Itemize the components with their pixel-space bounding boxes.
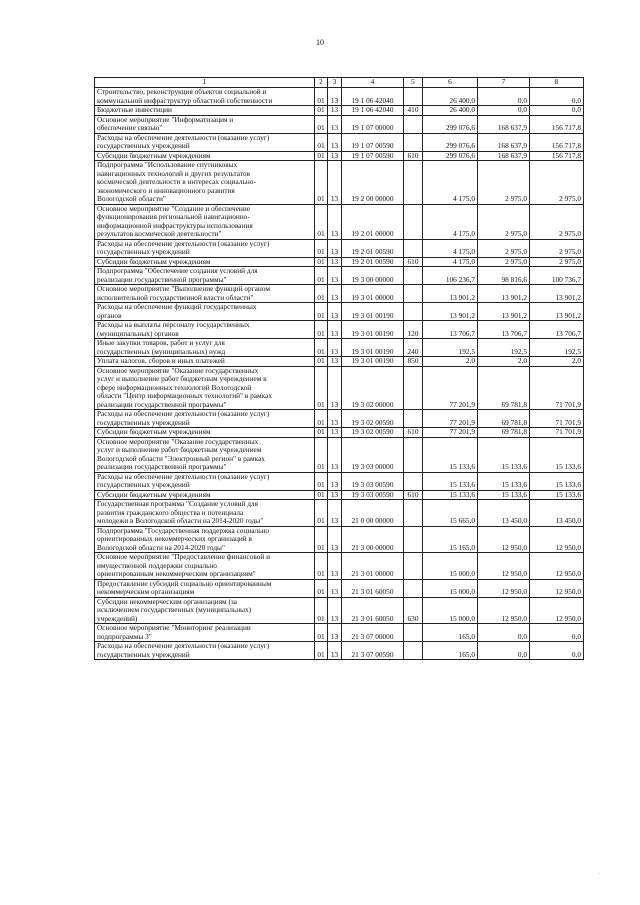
row-target-code: 19 3 01 00190 (342, 339, 404, 357)
row-amount-year3: 15 133,6 (530, 490, 584, 500)
table-row (95, 204, 584, 239)
row-expense-type (404, 553, 423, 580)
row-subsection-code: 13 (328, 106, 342, 116)
row-amount-year3: 0,0 (530, 624, 584, 642)
table-row (95, 366, 584, 410)
row-target-code: 19 1 07 00590 (342, 151, 404, 161)
row-section-code: 01 (315, 428, 328, 438)
row-amount-year3: 13 901,2 (530, 303, 584, 321)
header-cell-2: 2 (315, 78, 328, 88)
row-expense-type (404, 115, 423, 133)
table-header-row (95, 78, 584, 88)
row-target-code: 21 3 00 00000 (342, 526, 404, 553)
row-amount-year2: 13 901,2 (478, 303, 530, 321)
row-description: Основное мероприятие "Мониторинг реализации подпрограммы 3" (95, 624, 315, 642)
row-amount-year2: 2 975,0 (478, 161, 530, 205)
row-expense-type (404, 437, 423, 472)
row-amount-year3: 192,5 (530, 339, 584, 357)
table-row (95, 526, 584, 553)
row-target-code: 19 1 06 42040 (342, 88, 404, 106)
row-subsection-code: 13 (328, 133, 342, 151)
row-amount-year1: 15 000,0 (423, 579, 478, 597)
row-expense-type (404, 526, 423, 553)
row-subsection-code: 13 (328, 161, 342, 205)
row-subsection-code: 13 (328, 357, 342, 367)
table-row (95, 500, 584, 527)
header-cell-6: 6 (423, 78, 478, 88)
row-amount-year2: 15 133,6 (478, 472, 530, 490)
row-target-code: 21 3 01 00000 (342, 553, 404, 580)
row-expense-type: 410 (404, 106, 423, 116)
row-description: Бюджетные инвестиции (95, 106, 315, 116)
row-section-code: 01 (315, 204, 328, 239)
row-amount-year3: 2 975,0 (530, 204, 584, 239)
row-description: Основное мероприятие "Оказание государственных услуг и выполнение работ бюджетным учреждением в сфере информационных технологий Вологодской области "Центр информационных технологий" в рамках реализации государственной программы" (95, 366, 315, 410)
table-row (95, 321, 584, 339)
header-cell-7: 7 (478, 78, 530, 88)
row-amount-year1: 15 000,0 (423, 553, 478, 580)
row-expense-type: 610 (404, 428, 423, 438)
table-row (95, 624, 584, 642)
row-section-code: 01 (315, 285, 328, 303)
table-row (95, 151, 584, 161)
row-description: Основное мероприятие "Информатизация и обеспечение связью" (95, 115, 315, 133)
row-expense-type: 120 (404, 321, 423, 339)
row-expense-type: 610 (404, 490, 423, 500)
row-subsection-code: 13 (328, 428, 342, 438)
row-description: Расходы на обеспечение деятельности (оказание услуг) государственных учреждений (95, 410, 315, 428)
row-section-code: 01 (315, 526, 328, 553)
row-description: Субсидии бюджетным учреждениям (95, 428, 315, 438)
row-amount-year1: 4 175,0 (423, 204, 478, 239)
row-description: Государственная программа "Создание условий для развития гражданского общества и потенциала молодежи в Вологодской области на 2014-2020 годы" (95, 500, 315, 527)
row-section-code: 01 (315, 133, 328, 151)
header-cell-4: 4 (342, 78, 404, 88)
row-target-code: 19 3 03 00000 (342, 437, 404, 472)
row-amount-year2: 69 781,8 (478, 366, 530, 410)
row-amount-year1: 106 236,7 (423, 267, 478, 285)
row-amount-year3: 156 717,8 (530, 151, 584, 161)
row-subsection-code: 13 (328, 366, 342, 410)
row-amount-year3: 2 975,0 (530, 239, 584, 257)
row-description: Расходы на обеспечение функций государственных органов (95, 303, 315, 321)
row-amount-year1: 26 400,0 (423, 88, 478, 106)
row-amount-year3: 0,0 (530, 106, 584, 116)
header-cell-1: 1 (95, 78, 315, 88)
row-amount-year1: 165,0 (423, 624, 478, 642)
row-description: Субсидии бюджетным учреждениям (95, 151, 315, 161)
row-amount-year2: 0,0 (478, 642, 530, 660)
row-section-code: 01 (315, 339, 328, 357)
table-row (95, 115, 584, 133)
row-amount-year1: 299 076,6 (423, 151, 478, 161)
row-expense-type (404, 267, 423, 285)
row-amount-year3: 12 950,0 (530, 526, 584, 553)
table-row (95, 437, 584, 472)
row-description: Расходы на обеспечение деятельности (оказание услуг) государственных учреждений (95, 239, 315, 257)
row-subsection-code: 13 (328, 642, 342, 660)
row-description: Подпрограмма "Обеспечение создания условий для реализации государственной программы" (95, 267, 315, 285)
row-amount-year3: 156 717,8 (530, 133, 584, 151)
row-target-code: 21 0 00 00000 (342, 500, 404, 527)
header-cell-5: 5 (404, 78, 423, 88)
row-amount-year3: 2,0 (530, 357, 584, 367)
row-description: Расходы на обеспечение деятельности (оказание услуг) государственных учреждений (95, 642, 315, 660)
row-amount-year2: 168 637,9 (478, 115, 530, 133)
table-row (95, 579, 584, 597)
row-subsection-code: 13 (328, 526, 342, 553)
row-expense-type: 240 (404, 339, 423, 357)
row-expense-type (404, 161, 423, 205)
row-subsection-code: 13 (328, 257, 342, 267)
row-target-code: 19 3 01 00190 (342, 321, 404, 339)
table-row (95, 642, 584, 660)
row-target-code: 19 3 02 00000 (342, 366, 404, 410)
row-amount-year1: 15 133,6 (423, 437, 478, 472)
row-amount-year3: 0,0 (530, 642, 584, 660)
row-amount-year2: 2 975,0 (478, 204, 530, 239)
row-target-code: 19 3 01 00000 (342, 285, 404, 303)
row-subsection-code: 13 (328, 339, 342, 357)
row-amount-year2: 69 781,8 (478, 410, 530, 428)
row-description: Расходы на выплаты персоналу государственных (муниципальных) органов (95, 321, 315, 339)
header-cell-3: 3 (328, 78, 342, 88)
row-amount-year2: 0,0 (478, 106, 530, 116)
row-target-code: 19 1 07 00000 (342, 115, 404, 133)
row-description: Основное мероприятие "Создание и обеспечение функционирования региональной навигационно- информационной инфраструктуры использования результатов космической деятельности" (95, 204, 315, 239)
row-target-code: 19 1 06 42040 (342, 106, 404, 116)
row-amount-year2: 0,0 (478, 88, 530, 106)
row-amount-year1: 15 165,0 (423, 526, 478, 553)
row-amount-year3: 0,0 (530, 88, 584, 106)
table-row (95, 285, 584, 303)
table-row (95, 88, 584, 106)
row-amount-year3: 71 701,9 (530, 366, 584, 410)
row-expense-type (404, 133, 423, 151)
row-amount-year3: 71 701,9 (530, 428, 584, 438)
row-target-code: 21 3 07 00000 (342, 624, 404, 642)
row-expense-type (404, 472, 423, 490)
row-target-code: 19 3 02 00590 (342, 428, 404, 438)
row-description: Расходы на обеспечение деятельности (оказание услуг) государственных учреждений (95, 472, 315, 490)
row-expense-type (404, 366, 423, 410)
table-row (95, 106, 584, 116)
row-target-code: 19 2 01 00590 (342, 257, 404, 267)
row-amount-year2: 192,5 (478, 339, 530, 357)
row-expense-type (404, 285, 423, 303)
row-amount-year1: 15 133,6 (423, 472, 478, 490)
row-amount-year3: 12 950,0 (530, 579, 584, 597)
row-target-code: 19 2 00 00000 (342, 161, 404, 205)
row-amount-year2: 13 450,0 (478, 500, 530, 527)
row-section-code: 01 (315, 321, 328, 339)
row-section-code: 01 (315, 115, 328, 133)
row-description: Уплата налогов, сборов и иных платежей (95, 357, 315, 367)
table-row (95, 410, 584, 428)
row-amount-year1: 15 133,6 (423, 490, 478, 500)
row-description: Основное мероприятие "Предоставление финансовой и имущественной поддержки социально ориентированным некоммерческим организациям" (95, 553, 315, 580)
row-target-code: 21 3 01 60050 (342, 597, 404, 624)
row-amount-year1: 4 175,0 (423, 161, 478, 205)
row-expense-type (404, 579, 423, 597)
row-section-code: 01 (315, 303, 328, 321)
row-description: Предоставление субсидий социально ориентированным некоммерческим организациям (95, 579, 315, 597)
row-amount-year2: 12 950,0 (478, 597, 530, 624)
table-row (95, 597, 584, 624)
row-description: Основное мероприятие "Оказание государственных услуг и выполнение работ бюджетным учреждением Вологодской области "Электронный регион" в рамках реализации государственной программы" (95, 437, 315, 472)
table-row (95, 303, 584, 321)
row-amount-year2: 0,0 (478, 624, 530, 642)
row-target-code: 19 3 02 00590 (342, 410, 404, 428)
row-expense-type (404, 500, 423, 527)
row-subsection-code: 13 (328, 267, 342, 285)
row-section-code: 01 (315, 366, 328, 410)
row-expense-type (404, 239, 423, 257)
row-target-code: 19 3 00 00000 (342, 267, 404, 285)
row-amount-year1: 4 175,0 (423, 257, 478, 267)
table-row (95, 490, 584, 500)
row-section-code: 01 (315, 597, 328, 624)
row-subsection-code: 13 (328, 204, 342, 239)
row-amount-year1: 77 201,9 (423, 366, 478, 410)
table-row (95, 161, 584, 205)
row-amount-year3: 15 133,6 (530, 472, 584, 490)
header-cell-8: 8 (530, 78, 584, 88)
row-expense-type (404, 204, 423, 239)
row-amount-year3: 156 717,8 (530, 115, 584, 133)
row-description: Строительство, реконструкция объектов социальной и коммунальной инфраструктур областной собственности (95, 88, 315, 106)
table-row (95, 239, 584, 257)
row-amount-year1: 13 706,7 (423, 321, 478, 339)
row-subsection-code: 13 (328, 472, 342, 490)
row-amount-year1: 77 201,9 (423, 410, 478, 428)
row-expense-type (404, 642, 423, 660)
row-amount-year2: 2 975,0 (478, 257, 530, 267)
row-expense-type: 610 (404, 151, 423, 161)
row-section-code: 01 (315, 151, 328, 161)
row-subsection-code: 13 (328, 624, 342, 642)
row-amount-year1: 2,0 (423, 357, 478, 367)
row-amount-year1: 299 076,6 (423, 115, 478, 133)
row-expense-type (404, 303, 423, 321)
table-row (95, 357, 584, 367)
row-amount-year3: 2 975,0 (530, 257, 584, 267)
row-section-code: 01 (315, 410, 328, 428)
row-amount-year2: 15 133,6 (478, 437, 530, 472)
row-target-code: 19 3 03 00590 (342, 472, 404, 490)
budget-table (94, 77, 584, 660)
row-amount-year2: 13 901,2 (478, 285, 530, 303)
row-subsection-code: 13 (328, 303, 342, 321)
row-amount-year1: 13 901,2 (423, 303, 478, 321)
row-section-code: 01 (315, 88, 328, 106)
row-expense-type: 630 (404, 597, 423, 624)
row-expense-type: 610 (404, 257, 423, 267)
row-section-code: 01 (315, 257, 328, 267)
row-section-code: 01 (315, 624, 328, 642)
row-amount-year2: 98 816,6 (478, 267, 530, 285)
row-target-code: 19 2 01 00000 (342, 204, 404, 239)
row-amount-year3: 100 736,7 (530, 267, 584, 285)
row-amount-year3: 13 901,2 (530, 285, 584, 303)
row-amount-year2: 13 706,7 (478, 321, 530, 339)
row-amount-year2: 2 975,0 (478, 239, 530, 257)
row-description: Подпрограмма "Государственная поддержка социально ориентированных некоммерческих организаций в Вологодской области на 2014-2020 годы" (95, 526, 315, 553)
row-target-code: 21 3 01 60050 (342, 579, 404, 597)
row-subsection-code: 13 (328, 500, 342, 527)
row-amount-year1: 15 000,0 (423, 597, 478, 624)
row-subsection-code: 13 (328, 88, 342, 106)
table-row (95, 257, 584, 267)
row-amount-year3: 2 975,0 (530, 161, 584, 205)
row-description: Субсидии некоммерческим организациям (за исключением государственных (муниципальных) учреждений) (95, 597, 315, 624)
row-amount-year3: 13 450,0 (530, 500, 584, 527)
row-section-code: 01 (315, 472, 328, 490)
row-amount-year1: 13 901,2 (423, 285, 478, 303)
row-target-code: 19 1 07 00590 (342, 133, 404, 151)
row-amount-year1: 15 665,0 (423, 500, 478, 527)
row-amount-year1: 299 076,6 (423, 133, 478, 151)
row-subsection-code: 13 (328, 490, 342, 500)
row-section-code: 01 (315, 642, 328, 660)
row-subsection-code: 13 (328, 553, 342, 580)
table-row (95, 339, 584, 357)
row-amount-year2: 69 781,8 (478, 428, 530, 438)
row-subsection-code: 13 (328, 597, 342, 624)
row-section-code: 01 (315, 553, 328, 580)
row-description: Иные закупки товаров, работ и услуг для государственных (муниципальных) нужд (95, 339, 315, 357)
row-amount-year1: 165,0 (423, 642, 478, 660)
row-subsection-code: 13 (328, 321, 342, 339)
row-amount-year2: 168 637,9 (478, 133, 530, 151)
row-target-code: 19 3 03 00590 (342, 490, 404, 500)
row-section-code: 01 (315, 437, 328, 472)
table-row (95, 428, 584, 438)
table-row (95, 553, 584, 580)
row-section-code: 01 (315, 239, 328, 257)
row-expense-type (404, 624, 423, 642)
row-description: Подпрограмма "Использование спутниковых навигационных технологий и других результатов космической деятельности в интересах социально- экономического и инновационного развития Вологодской области" (95, 161, 315, 205)
row-amount-year3: 15 133,6 (530, 437, 584, 472)
row-description: Субсидии бюджетным учреждениям (95, 490, 315, 500)
row-amount-year1: 77 201,9 (423, 428, 478, 438)
row-expense-type (404, 88, 423, 106)
table-row (95, 133, 584, 151)
row-description: Субсидии бюджетным учреждениям (95, 257, 315, 267)
row-target-code: 19 3 01 00190 (342, 357, 404, 367)
row-amount-year3: 12 950,0 (530, 553, 584, 580)
row-expense-type (404, 410, 423, 428)
row-section-code: 01 (315, 579, 328, 597)
row-amount-year2: 15 133,6 (478, 490, 530, 500)
row-section-code: 01 (315, 161, 328, 205)
row-target-code: 19 2 01 00590 (342, 239, 404, 257)
row-target-code: 19 3 01 00190 (342, 303, 404, 321)
table-row (95, 472, 584, 490)
table-row (95, 267, 584, 285)
row-subsection-code: 13 (328, 285, 342, 303)
row-amount-year2: 12 950,0 (478, 553, 530, 580)
row-description: Расходы на обеспечение деятельности (оказание услуг) государственных учреждений (95, 133, 315, 151)
row-subsection-code: 13 (328, 239, 342, 257)
row-subsection-code: 13 (328, 437, 342, 472)
row-description: Основное мероприятие "Выполнение функций органом исполнительной государственной власти области" (95, 285, 315, 303)
row-amount-year3: 13 706,7 (530, 321, 584, 339)
row-section-code: 01 (315, 490, 328, 500)
row-amount-year1: 26 400,0 (423, 106, 478, 116)
row-amount-year3: 71 701,9 (530, 410, 584, 428)
row-subsection-code: 13 (328, 410, 342, 428)
row-subsection-code: 13 (328, 115, 342, 133)
row-amount-year2: 168 637,9 (478, 151, 530, 161)
row-amount-year1: 192,5 (423, 339, 478, 357)
page-mark: · (598, 870, 601, 878)
row-subsection-code: 13 (328, 579, 342, 597)
row-amount-year2: 12 950,0 (478, 526, 530, 553)
row-section-code: 01 (315, 500, 328, 527)
page-number: 10 (316, 38, 324, 47)
row-amount-year3: 12 950,0 (530, 597, 584, 624)
row-amount-year2: 12 950,0 (478, 579, 530, 597)
row-section-code: 01 (315, 267, 328, 285)
row-expense-type: 850 (404, 357, 423, 367)
row-section-code: 01 (315, 106, 328, 116)
row-amount-year1: 4 175,0 (423, 239, 478, 257)
row-amount-year2: 2,0 (478, 357, 530, 367)
row-section-code: 01 (315, 357, 328, 367)
row-subsection-code: 13 (328, 151, 342, 161)
row-target-code: 21 3 07 00590 (342, 642, 404, 660)
